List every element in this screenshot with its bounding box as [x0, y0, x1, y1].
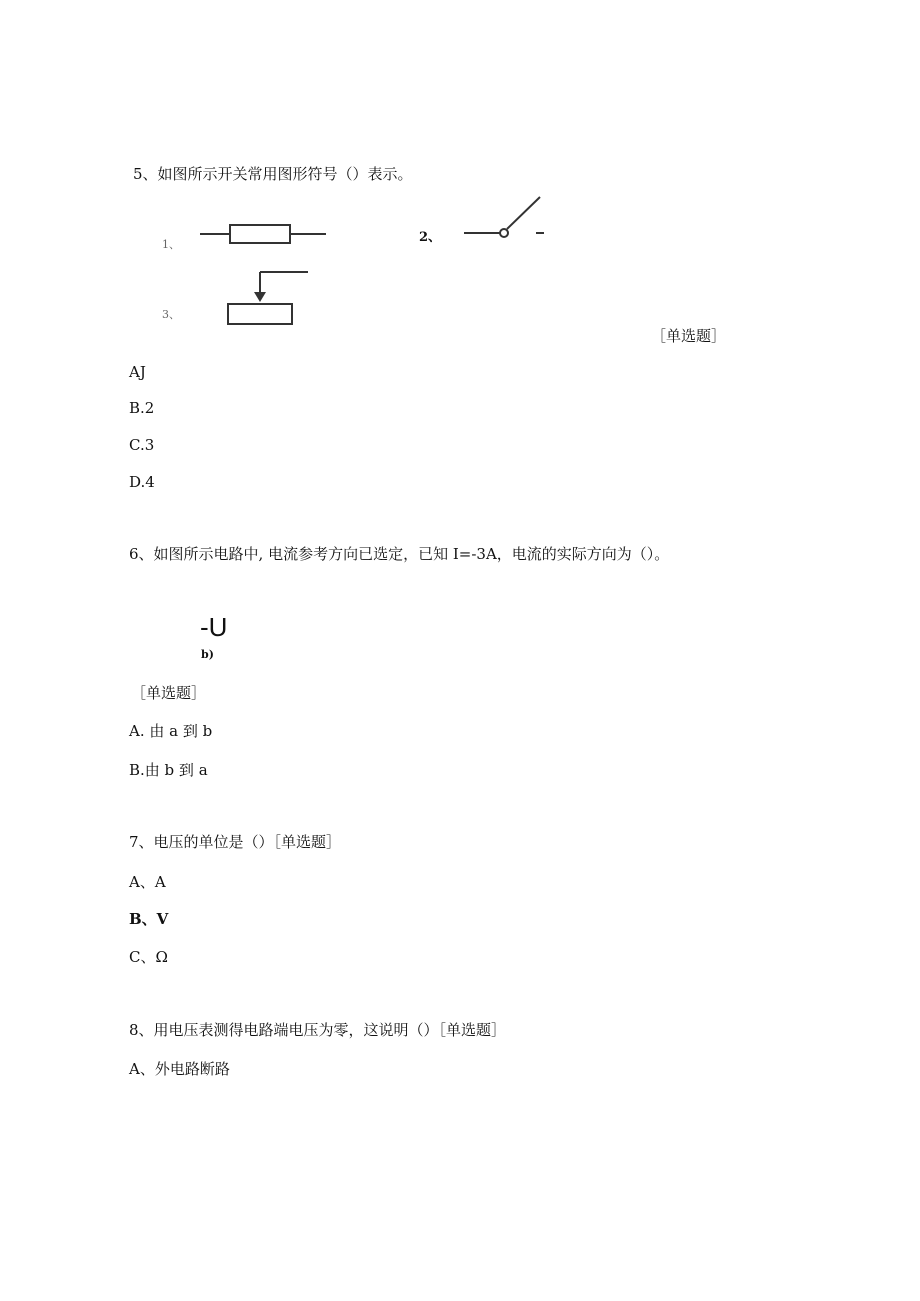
q5-question-type: ［单选题］: [651, 327, 727, 345]
potentiometer-symbol-icon: [224, 268, 314, 330]
q7-option-c[interactable]: C、Ω: [129, 948, 168, 966]
q5-option-c[interactable]: C.3: [129, 436, 155, 454]
q8-stem: 8、用电压表测得电路端电压为零，这说明（）［单选题］: [129, 1021, 507, 1039]
q5-figure-label-3: 3、: [162, 308, 180, 321]
q5-figure-label-2: 2、: [419, 230, 442, 245]
q7-stem: 7、电压的单位是（）［单选题］: [129, 833, 342, 851]
switch-symbol-icon: [462, 192, 552, 242]
q8-option-a[interactable]: A、外电路断路: [129, 1060, 230, 1078]
q6-figure-voltage: -U: [200, 612, 228, 642]
q5-option-b[interactable]: B.2: [129, 399, 155, 417]
q5-option-d[interactable]: D.4: [129, 473, 155, 491]
q6-stem: 6、如图所示电路中, 电流参考方向已选定，已知 I=-3A，电流的实际方向为（）。: [129, 545, 670, 563]
q7-option-a[interactable]: A、A: [129, 873, 166, 891]
q6-option-b[interactable]: B.由 b 到 a: [129, 761, 208, 779]
q5-option-a[interactable]: AJ: [129, 363, 146, 381]
q6-option-a[interactable]: A. 由 a 到 b: [129, 722, 213, 740]
resistor-symbol-icon: [198, 220, 328, 250]
q7-option-b[interactable]: B、V: [129, 910, 169, 928]
q6-figure-caption: b): [201, 648, 214, 661]
q5-figure-label-1: 1、: [162, 238, 180, 251]
q5-stem: 5、如图所示开关常用图形符号（）表示。: [133, 165, 413, 183]
q6-question-type: ［单选题］: [131, 684, 207, 702]
